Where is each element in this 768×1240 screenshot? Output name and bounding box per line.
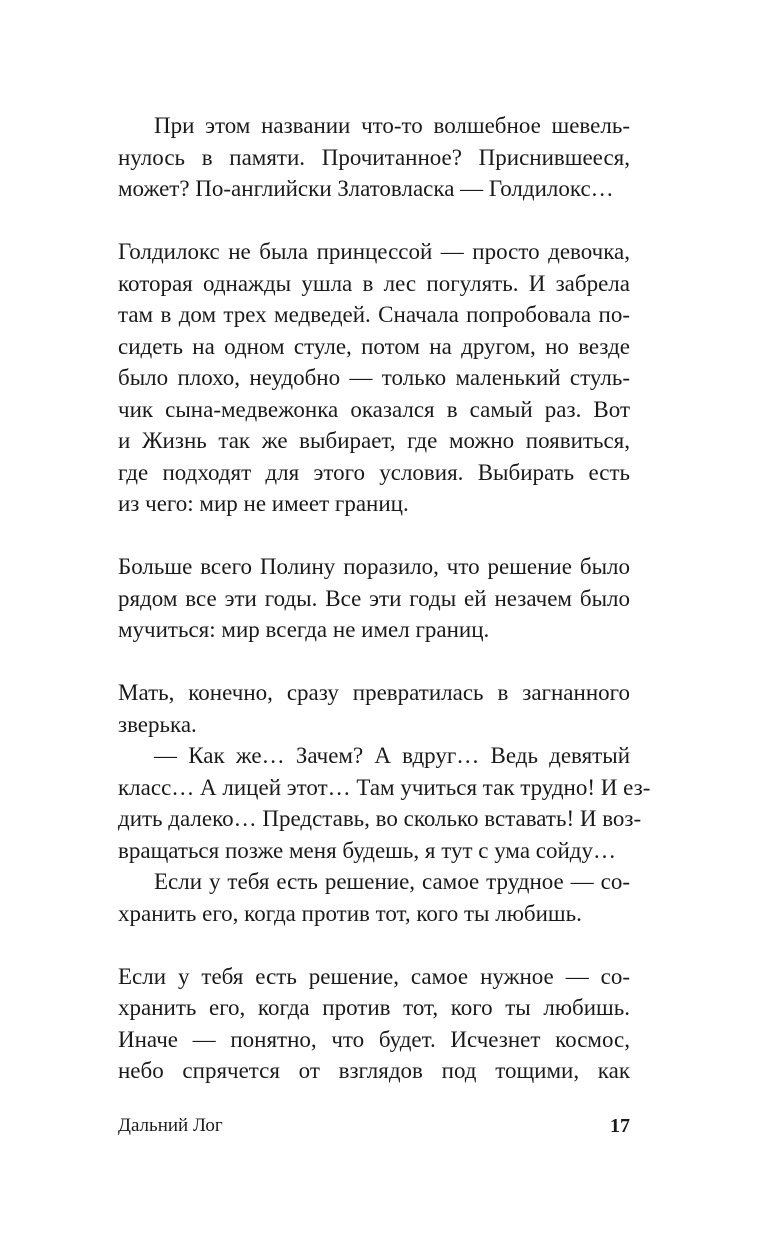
text-line: там в дом трех медведей. Сначала попробовала по- <box>118 302 630 327</box>
text-line: Если у тебя есть решение, самое нужное — со- <box>118 963 630 989</box>
text-line: хранить его, когда против тот, кого ты любишь. <box>118 900 582 926</box>
text-line: рядом все эти годы. Все эти годы ей незачем было <box>118 585 630 611</box>
text-line: небо спрячется от взглядов под тощими, как <box>118 1058 630 1083</box>
page-body <box>118 110 651 1118</box>
text-line: Мать, конечно, сразу превратилась в загнанного <box>118 680 630 705</box>
text-line: мучиться: мир всегда не имел границ. <box>118 617 490 642</box>
text-line: чик сына-медвежонка оказался в самый раз. Вот <box>118 396 630 422</box>
text-line: Больше всего Полину поразило, что решение было <box>118 554 630 579</box>
dialogue-line: — Как же… Зачем? А вдруг… Ведь девятый <box>154 743 630 768</box>
paragraph-1 <box>118 110 630 205</box>
text-line: было плохо, неудобно — только маленький стуль- <box>118 365 630 390</box>
running-title: Дальний Лог <box>118 1115 223 1136</box>
paragraph-5 <box>118 961 630 1087</box>
text-line: зверька. <box>118 711 197 737</box>
text-line: Если у тебя есть решение, самое трудное — со- <box>154 869 630 894</box>
text-line: может? По-английски Златовласка — Голдилокс… <box>118 176 614 201</box>
text-line: При этом названии что-то волшебное шевель- <box>154 113 630 138</box>
paragraph-3 <box>118 551 630 646</box>
text-line: и Жизнь так же выбирает, где можно появиться, <box>118 428 630 453</box>
paragraph-2 <box>118 236 630 520</box>
page-number: 17 <box>610 1115 630 1137</box>
text-line: Голдилокс не была принцессой — просто девочка, <box>118 239 630 264</box>
text-line: из чего: мир не имеет границ. <box>118 491 409 516</box>
dialogue-line: вращаться позже меня будешь, я тут с ума сойду… <box>118 837 616 863</box>
text-line: нулось в памяти. Прочитанное? Приснившееся, <box>118 144 630 170</box>
dialogue-line: класс… А лицей этот… Там учиться так трудно! И ез- <box>118 774 651 800</box>
paragraph-4 <box>118 677 651 929</box>
dialogue-line: дить далеко… Представь, во сколько вставать! И воз- <box>118 806 642 831</box>
text-line: хранить его, когда против тот, кого ты любишь. <box>118 995 630 1020</box>
text-line: которая однажды ушла в лес погулять. И забрела <box>118 270 630 296</box>
text-line: Иначе — понятно, что будет. Исчезнет космос, <box>118 1026 630 1052</box>
text-line: где подходят для этого условия. Выбирать есть <box>118 459 630 485</box>
page-footer <box>118 1115 630 1145</box>
text-line: сидеть на одном стуле, потом на другом, но везде <box>118 333 630 359</box>
